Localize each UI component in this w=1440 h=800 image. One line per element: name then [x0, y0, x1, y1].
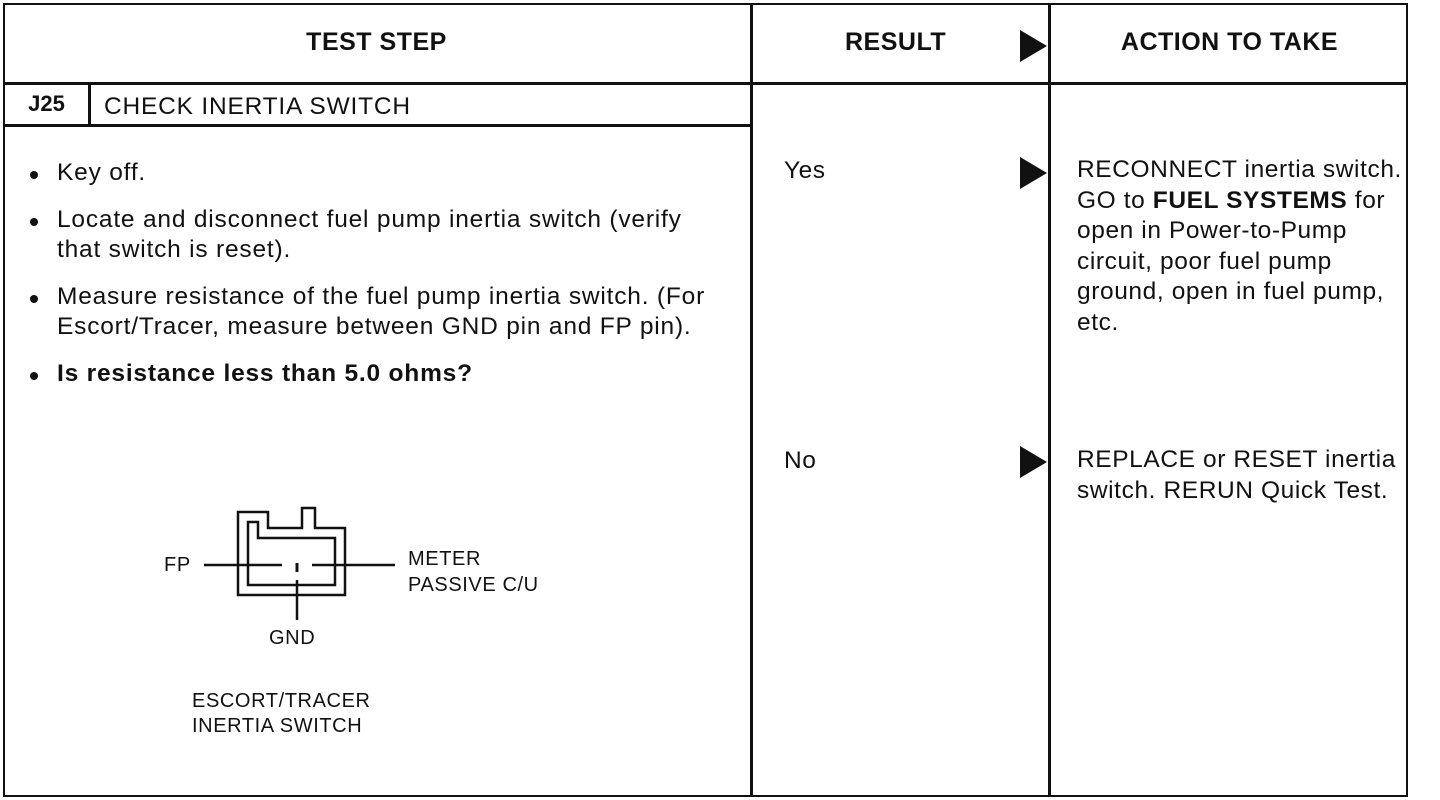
- step-instructions: [28, 158, 728, 406]
- header-test-step: TEST STEP: [306, 27, 447, 56]
- header-action: ACTION TO TAKE: [1120, 27, 1339, 56]
- label-meter: METER: [408, 548, 481, 570]
- result-no: No: [784, 447, 817, 474]
- instruction-item: Measure resistance of the fuel pump inertia switch. (For Escort/Tracer, measure between GND pin and FP pin).: [28, 282, 728, 342]
- diagram-caption-line1: ESCORT/TRACER: [192, 690, 371, 712]
- label-passive: PASSIVE C/U: [408, 574, 539, 596]
- step-code: J25: [28, 91, 65, 116]
- inertia-switch-diagram: [190, 500, 410, 630]
- result-no-arrow-icon: [1020, 446, 1047, 478]
- header-result: RESULT: [845, 27, 947, 56]
- connector-inner-outline: [248, 522, 335, 585]
- action-yes-part: RECONNECT inertia switch. GO to: [1077, 156, 1402, 214]
- action-no: [1077, 445, 1407, 506]
- step-title-divider: [3, 124, 752, 127]
- header-arrow-icon: [1020, 30, 1047, 62]
- step-code-divider: [88, 84, 91, 126]
- instruction-item: Key off.: [28, 158, 728, 188]
- column-divider-1: [750, 3, 753, 797]
- result-yes-arrow-icon: [1020, 157, 1047, 189]
- column-divider-2: [1048, 3, 1051, 797]
- step-title: CHECK INERTIA SWITCH: [104, 93, 411, 120]
- instruction-item: Locate and disconnect fuel pump inertia switch (verify that switch is reset).: [28, 205, 728, 265]
- label-gnd: GND: [269, 627, 316, 649]
- instruction-question: Is resistance less than 5.0 ohms?: [28, 359, 728, 389]
- diagram-caption-line2: INERTIA SWITCH: [192, 715, 363, 737]
- label-fp: FP: [164, 554, 191, 576]
- action-yes: [1077, 155, 1407, 338]
- fuel-systems-reference: FUEL SYSTEMS: [1152, 186, 1348, 214]
- action-no-part: REPLACE or RESET inertia switch. RERUN Quick Test.: [1077, 446, 1396, 504]
- result-yes: Yes: [784, 157, 826, 184]
- action-yes-part: for open in Power-to-Pump circuit, poor fuel pump ground, open in fuel pump, etc.: [1077, 186, 1386, 336]
